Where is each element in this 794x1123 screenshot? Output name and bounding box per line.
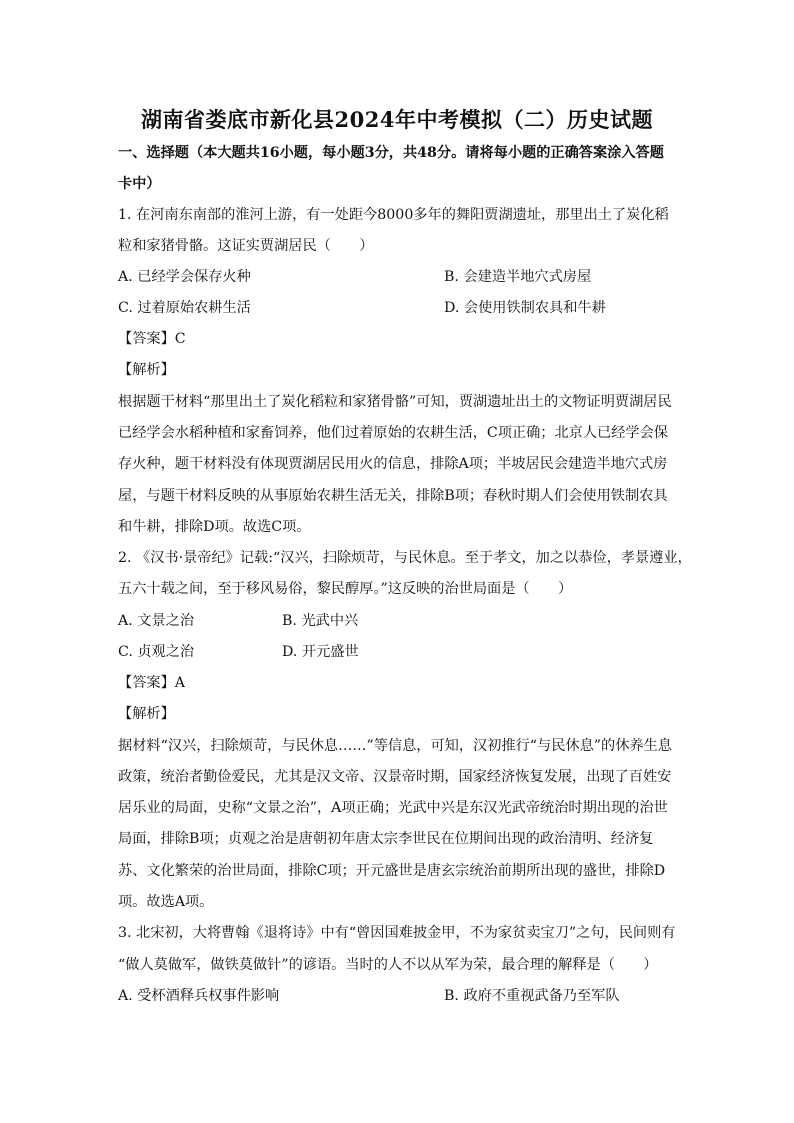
q2-option-c: C. 贞观之治: [118, 644, 195, 660]
q2-answer: 【答案】A: [118, 675, 185, 691]
q3-option-b: B. 政府不重视武备乃至军队: [444, 988, 620, 1004]
q2-analysis-line5: 苏、文化繁荣的治世局面，排除C项；开元盛世是唐玄宗统治前期所出现的盛世，排除D: [118, 863, 666, 879]
q1-option-a: A. 已经学会保存火种: [118, 269, 251, 285]
q2-stem-line1: 2. 《汉书·景帝纪》记载:“汉兴，扫除烦苛，与民休息。至于孝文，加之以恭俭，孝景遵业，: [118, 550, 692, 566]
q3-stem-line1: 3. 北宋初，大将曹翰《退将诗》中有“曾因国难披金甲，不为家贫卖宝刀”之句，民间则有: [118, 925, 676, 941]
q1-analysis-line2: 已经学会水稻种植和家畜饲养，他们过着原始的农耕生活，C项正确；北京人已经学会保: [118, 425, 668, 441]
q3-option-a: A. 受杯酒释兵权事件影响: [118, 988, 280, 1004]
section-heading-line1: 一、选择题（本大题共16小题，每小题3分，共48分。请将每小题的正确答案涂入答题: [118, 145, 664, 161]
q2-option-a: A. 文景之治: [118, 613, 195, 629]
q1-option-d: D. 会使用铁制农具和牛耕: [444, 300, 606, 316]
section-heading-line2: 卡中）: [118, 176, 161, 192]
q1-analysis-line5: 和牛耕，排除D项。故选C项。: [118, 519, 311, 535]
q1-analysis-line4: 屋，与题干材料反映的从事原始农耕生活无关，排除B项；春秋时期人们会使用铁制农具: [118, 488, 668, 504]
q1-analysis-line3: 存火种，题干材料没有体现贾湖居民用火的信息，排除A项；半坡居民会建造半地穴式房: [118, 456, 668, 472]
q1-answer: 【答案】C: [118, 331, 186, 347]
q2-option-b: B. 光武中兴: [282, 613, 359, 629]
q2-stem-line2: 五六十载之间，至于移风易俗，黎民醇厚。”这反映的治世局面是（ ）: [118, 581, 573, 597]
page-title: 湖南省娄底市新化县2024年中考模拟（二）历史试题: [141, 107, 653, 132]
q2-analysis-label: 【解析】: [118, 706, 175, 722]
q3-stem-line2: “做人莫做军，做铁莫做针”的谚语。当时的人不以从军为荣，最合理的解释是（ ）: [118, 957, 658, 973]
q2-analysis-line1: 据材料“汉兴，扫除烦苛，与民休息……”等信息，可知，汉初推行“与民休息”的休养生息: [118, 738, 672, 754]
q1-option-b: B. 会建造半地穴式房屋: [444, 269, 592, 285]
q1-stem-line1: 1. 在河南东南部的淮河上游，有一处距今8000多年的舞阳贾湖遗址，那里出土了炭化稻: [118, 207, 669, 223]
q2-analysis-line2: 政策，统治者勤俭爱民，尤其是汉文帝、汉景帝时期，国家经济恢复发展，出现了百姓安: [118, 769, 672, 785]
q1-stem-line2: 粒和家猪骨骼。这证实贾湖居民（ ）: [118, 238, 374, 254]
q2-analysis-line6: 项。故选A项。: [118, 894, 214, 910]
q1-analysis-label: 【解析】: [118, 362, 175, 378]
q1-analysis-line1: 根据题干材料“那里出土了炭化稻粒和家猪骨骼”可知，贾湖遗址出土的文物证明贾湖居民: [118, 394, 672, 410]
q2-option-d: D. 开元盛世: [282, 644, 359, 660]
q2-analysis-line3: 居乐业的局面，史称“文景之治”，A项正确；光武中兴是东汉光武帝统治时期出现的治世: [118, 800, 668, 816]
q1-option-c: C. 过着原始农耕生活: [118, 300, 251, 316]
q2-analysis-line4: 局面，排除B项；贞观之治是唐朝初年唐太宗李世民在位期间出现的政治清明、经济复: [118, 831, 654, 847]
